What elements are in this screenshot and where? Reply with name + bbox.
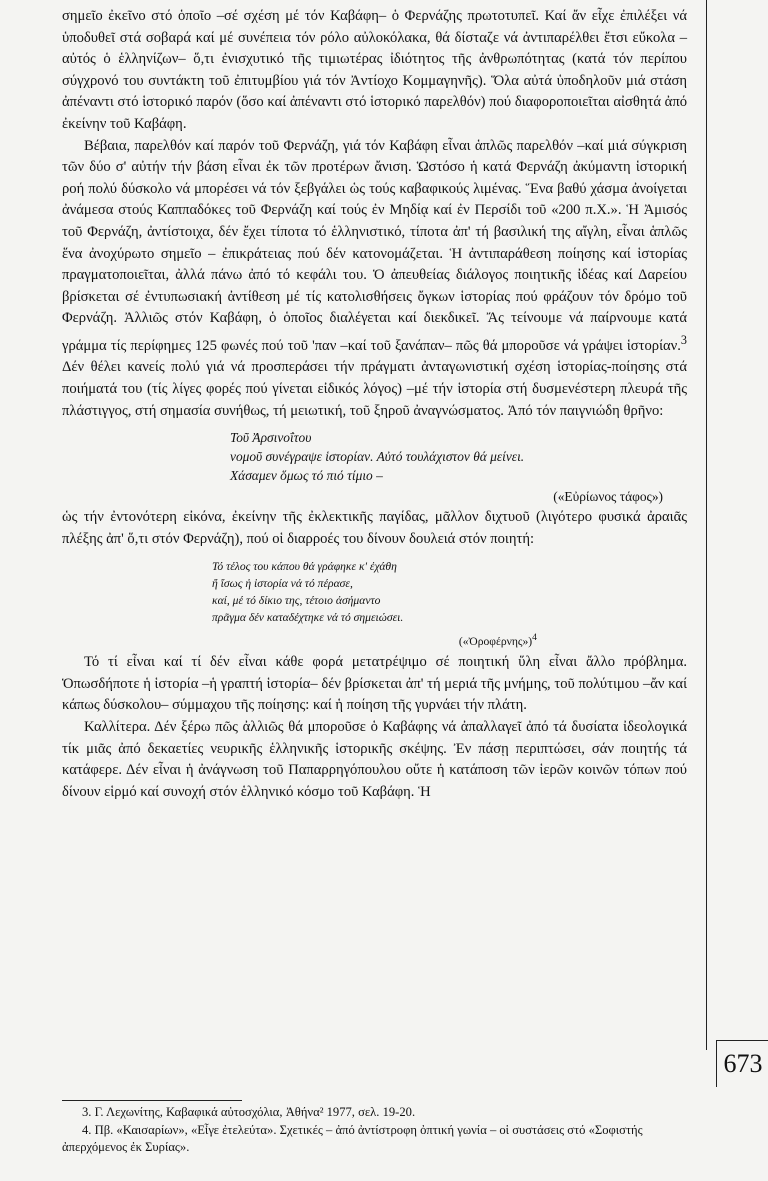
paragraph-5: Καλλίτερα. Δέν ξέρω πῶς ἀλλιῶς θά μποροῦσε ὁ Καβάφης νά ἀπαλλαγεῖ ἀπό τά δυσίατα ἰδεολογικά τίκ μιᾶς ἀπό δεκαετίες νευρικῆς ἑλληνικῆς ἱστορικῆς σκέψης. Ἐν πάσῃ περιπτώσει, σάν ποιητής τά κατάφερε. Δέν εἶναι ἡ ἀνάγνωση τοῦ Παπαρρηγόπουλου οὔτε ἡ κατάποση τῶν ἱερῶν κοινῶν τόπων πού δίνουν εἱρμό καί συνοχή στόν ἑλληνικό κόσμο τοῦ Καβάφη. Ἡ (62, 718, 687, 800)
quote-source-eurionos: («Εὐρίωνος τάφος») (553, 489, 663, 505)
paragraph-1: σημεῖο ἐκεῖνο στό ὁποῖο –σέ σχέση μέ τόν Καβάφη– ὁ Φερνάζης πρωτοτυπεῖ. Καί ἄν εἶχε ἐπιλέξει νά ὑποδυθεῖ στά σοβαρά καί μέ συνέπεια τόν ρόλο αὐλοκόλακα, θά δίσταζε νά ἀντιπαρέλθει ἔτσι εὔκολα –αὐτός ὁ ἑλληνίζων– ὅ,τι ἐνισχυτικό τῆς τιμιωτέρας ἰδιότητος τῆς ἀνθρωπότητας (κατά τόν περίπου σύγχρονό του συντάκτη τοῦ ἐπιτυμβίου γιά τόν Ἀντίοχο Κομμαγηνῆς). Ὅλα αὐτά ὑποδηλοῦν μιά στάση ἀπέναντι στό ἱστορικό παρόν (ὅσο καί ἀπέναντι στό ἱστορικό παρελθόν) πού διαφοροποιεῖται αἰσθητά ἀπό ἐκείνην τοῦ Καβάφη. (62, 8, 687, 132)
paragraph-2-end: Δέν θέλει κανείς πολύ γιά νά προσπεράσει τήν πράγματι ἀνταγωνιστική σχέση ἱστορίας-ποίησης στά ποιήματά του (τίς λίγες φορές πού γίνεται εἰδικός λόγος) –μέ τήν ἱστορία στή δυσμενέστερη πλευρά τῆς πλάστιγγος, στή σημασία συνήθως, τή μειωτική, τοῦ ξηροῦ ἀναγνώσματος. Ἀπό τόν παιγνιώδη θρῆνο: (62, 359, 687, 419)
page-body (62, 6, 687, 803)
paragraph-2 (62, 136, 687, 423)
footnote-ref-4: 4 (532, 632, 537, 644)
quote-line: Τό τέλος του κάπου θά γράφηκε κ' ἐχάθη (212, 560, 397, 574)
quote-eurionos (230, 428, 687, 485)
margin-rule (706, 0, 707, 1050)
quote-line: ἤ ἴσως ἡ ἱστορία νά τό πέρασε, (212, 577, 353, 591)
quote-source-text: («Ὀροφέρνης») (458, 635, 533, 649)
footnote-4: 4. Πβ. «Καισαρίων», «Εἶγε ἐτελεύτα». Σχετικές – ἀπό ἀντίστροφη ὀπτική γωνία – οἱ συστάσεις στό «Σοφιστής ἀπερχόμενος ἐκ Συρίας». (62, 1122, 643, 1154)
footnote-ref-3: 3 (680, 332, 687, 347)
quote-line: Χάσαμεν ὅμως τό πιό τίμιο – (230, 468, 383, 484)
quote-source-orofernis (62, 628, 687, 652)
quote-line: Τοῦ Ἀρσινοΐτου (230, 430, 312, 446)
quote-line: καί, μέ τό δίκιο της, τέτοιο ἀσήμαντο (212, 594, 381, 608)
footnotes (62, 1104, 702, 1157)
page-number: 673 (716, 1040, 768, 1087)
footnote-3: 3. Γ. Λεχωνίτης, Καβαφικά αὐτοσχόλια, Ἀθήνα² 1977, σελ. 19-20. (82, 1105, 416, 1119)
quote-line: πρᾶγμα δέν καταδέχτηκε νά τό σημειώσει. (212, 611, 404, 625)
quote-line: νομοῦ συνέγραψε ἱστορίαν. Αὐτό τουλάχιστον θά μείνει. (230, 449, 525, 465)
paragraph-4: Τό τί εἶναι καί τί δέν εἶναι κάθε φορά μετατρέψιμο σέ ποιητική ὕλη εἶναι ἄλλο πρόβλημα. Ὁπωσδήποτε ἡ ἱστορία –ἡ γραπτή ἱστορία– δέν βρίσκεται ἀπ' τή μεριά τῆς μνήμης, τοῦ πολύτιμου –ἄν καί κάπως δύσκολου– σύμμαχου τῆς ποίησης: καί ἡ ποίηση τῆς γυρνάει τήν πλάτη. (62, 654, 687, 714)
footnote-divider (62, 1100, 242, 1101)
quote-orofernis (212, 558, 687, 626)
paragraph-2-text: Βέβαια, παρελθόν καί παρόν τοῦ Φερνάζη, γιά τόν Καβάφη εἶναι ἁπλῶς παρελθόν –καί μιά σύγκριση τῶν δύο σ' αὐτήν τήν βάση εἶναι ἐκ τῶν προτέρων ἄνιση. Ὡστόσο ἡ κατά Φερνάζη ἀκύμαντη ἱστορική ροή πολύ δύσκολο νά μπορέσει νά τόν ξεβγάλει ὡς τούς καβαφικούς λιμένας. Ἕνα βαθύ χάσμα ἀνοίγεται ἀνάμεσα στούς Καππαδόκες τοῦ Φερνάζη καί τούς ἐν Μηδίᾳ καί ἐν Περσίδι τοῦ «200 π.Χ.». Ἡ Ἀμισός τοῦ Φερνάζη, ἀντίστοιχα, δέν ἔχει τίποτα τό ἑλληνιστικό, τίποτα ἀπ' τή βασιλική της αἴγλη, εἶναι ἁπλῶς ἕνα ἀνοχύρωτο σημεῖο – ἐπικράτειας πού δέν κατονομάζεται. Ἡ ἀντιπαράθεση ποίησης καί ἱστορίας πραγματοποιεῖται, ἀλλά πάνω ἀπό τό κεφάλι του. Ὁ ἀπευθείας διάλογος ποιητικῆς ἰδέας καί Δαρείου βρίσκεται σέ ἐντυπωσιακή ἀντίθεση μέ τίς κατολισθήσεις ὄγκων ἱστορίας πού φράζουν τόν δρόμο τοῦ Φερνάζη. Ἀλλιῶς στόν Καβάφη, ὁ ὁποῖος διαλέγεται καί διεκδικεῖ. Ἄς τείνουμε νά παίρνουμε κατά γράμμα τίς περίφημες 125 φωνές πού τοῦ 'παν –καί τοῦ ξανάπαν– πῶς θά μποροῦσε νά γράψει ἱστορίαν. (62, 137, 687, 354)
paragraph-3: ὡς τήν ἐντονότερη εἰκόνα, ἐκείνην τῆς ἐκλεκτικῆς παγίδας, μᾶλλον διχτυοῦ (λιγότερο φυσικά ἀραιᾶς πλέξης ἀπ' ὅ,τι στόν Φερνάζη), πού οἱ διαρροές του δίνουν δουλειά στόν ποιητή: (62, 509, 687, 547)
